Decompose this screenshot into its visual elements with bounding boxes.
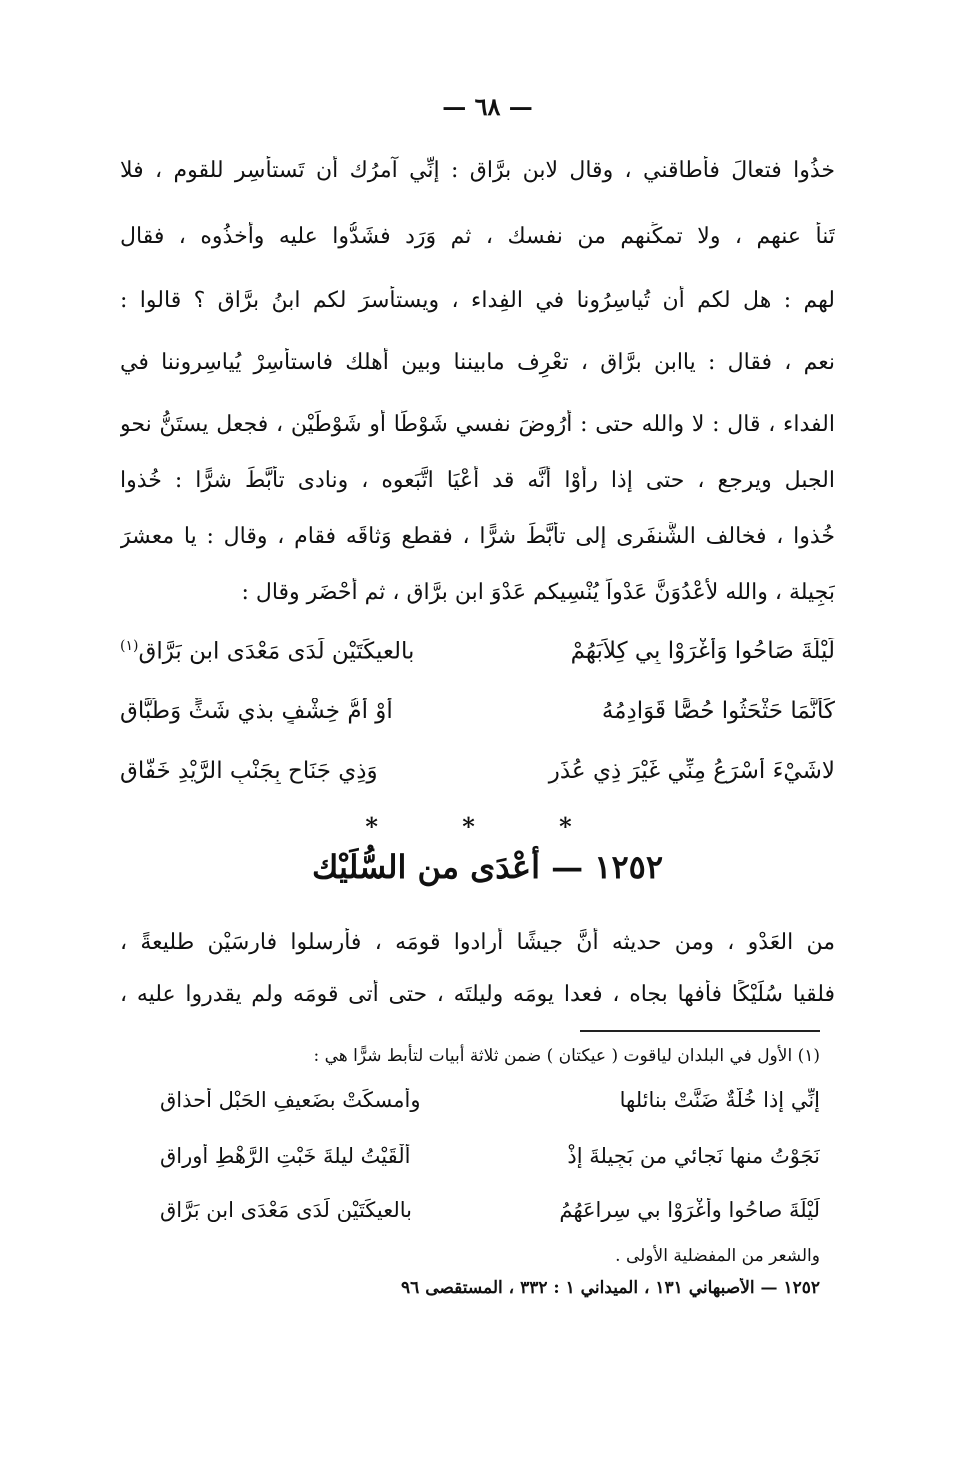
source-references: ١٢٥٢ — الأصبهاني ١٣١ ، الميداني ١ : ٣٣٢ ، المستقصى ٩٦	[401, 1278, 820, 1298]
verse-first-hemistich: كَأَنَّمَا حَثْحَثُوا حُصًّا قَوَادِمُهُ	[601, 698, 835, 724]
verse-second-text: بالعيكَتَيْن لَدَى مَعْدَى ابن بَرَّاقِ	[138, 638, 415, 665]
proverb-heading: ١٢٥٢ — أعْدَى من السُّلَيْك	[311, 848, 664, 886]
footnote-end: والشعر من المفضلية الأولى .	[615, 1246, 820, 1266]
verse-second-hemistich	[120, 638, 465, 665]
prose-line: الجبل ويرجع ، حتى إذا رأوْا أنَّه قد أعْيَا اتَّبَعوه ، ونادى تأبَّطَ شرًّا : خُذوا	[120, 468, 835, 493]
footnote-divider	[580, 1030, 820, 1032]
footnote-verse	[160, 1198, 820, 1234]
verse-second-hemistich: أَلْقَيْتُ ليلةَ خَبْتِ الرَّهْطِ أوراقِ	[160, 1144, 411, 1168]
section-separator: * * *	[365, 812, 610, 841]
verse-first-hemistich: إنِّي إذا خُلَّةٌ ضَنَّتْ بنائلها	[619, 1088, 820, 1112]
verse-first-hemistich: لاشَيْءَ أَسْرَعُ مِنِّي غَيْرَ ذِي عُذَرٍ	[548, 758, 835, 784]
prose-line: الفداء ، قال : لا والله حتى : أرُوضَ نفسي شَوْطًا أو شَوْطَيْن ، فجعل يستَنُّ نحو	[120, 412, 835, 437]
verse-second-hemistich: وَذِي جَنَاحٍ بِجَنْبِ الرَّيْدِ خَفَّاقِ	[120, 758, 378, 784]
verse-second-hemistich: وأمسكَتْ بضَعيفِ الحَبْلِ أحذاقِ	[160, 1088, 421, 1112]
page-number: — ٦٨ —	[442, 92, 533, 121]
prose-line: لهم : هل لكم أن تُياسِرُونا في الفِداء ، ويستأسرَ لكم ابنُ برَّاق ؟ قالوا :	[120, 288, 835, 313]
verse-line	[120, 698, 835, 738]
prose-line: تَنأ عنهم ، ولا تمكِّنهم من نفسك ، ثم وَرَد فشَدُّوا عليه وأخذُوه ، فقال	[120, 224, 835, 249]
verse-first-hemistich: نَجَوْتُ منها نَجائي من بَجِيلةَ إذْ	[567, 1144, 820, 1168]
verse-first-hemistich: لَيْلَةَ صَاحُوا وَأَغْرَوْا بِي كِلاَبَهُمْ	[570, 638, 835, 664]
prose-line: فلقيا سُلَيْكًا فأفها بجاه ، فعدا يومَه وليلتَه ، حتى أتى قومَه ولم يقدروا عليه ،	[120, 982, 835, 1007]
verse-line	[120, 758, 835, 798]
verse-first-hemistich: لَيْلَةَ صاحُوا وأغْرَوْا بي سِراعَهُمُ	[559, 1198, 820, 1222]
verse-second-hemistich: أَوْ أُمُّ خِشْفٍ بذي شَثٍّ وَطُبَّاقِ	[120, 698, 393, 724]
footnote-mark: (١)	[120, 638, 139, 654]
footnote-verse	[160, 1144, 820, 1180]
verse-line	[120, 638, 835, 678]
prose-line: خذُوا فتعالَ فأطاقني ، وقال لابن برَّاق : إنِّي آمرُك أن تَستأسِر للقوم ، فلا	[120, 158, 835, 183]
footnote-verse	[160, 1088, 820, 1124]
prose-line: خُذوا ، فخالف الشَّنفَرى إلى تأبَّطَ شرًّا ، فقطع وَثاقَه فقام ، وقال : يا معشرَ	[120, 524, 835, 549]
footnote-intro: (١) الأول في البلدان لياقوت ( عيكتان ) ضمن ثلاثة أبيات لتأبط شرًّا هي :	[313, 1046, 820, 1066]
verse-second-hemistich: بالعيكَتَيْن لَدَى مَعْدَى ابن بَرَّاقِ	[160, 1198, 412, 1222]
prose-line: بَجِيلة ، والله لأعْدُوَنَّ عَدْواً يُنْسِيكم عَدْوَ ابن برَّاق ، ثم أحْضَر وقال :	[241, 580, 835, 605]
prose-line: من العَدْو ، ومن حديثه أنَّ جيشًا أرادوا قومَه ، فأرسلوا فارسَيْن طليعةً ،	[120, 930, 835, 955]
prose-line: نعم ، فقال : ياابن برَّاق ، تعْرِف مابيننا وبين أهلك فاستأسِرْ يُياسِروننا في	[120, 350, 835, 375]
